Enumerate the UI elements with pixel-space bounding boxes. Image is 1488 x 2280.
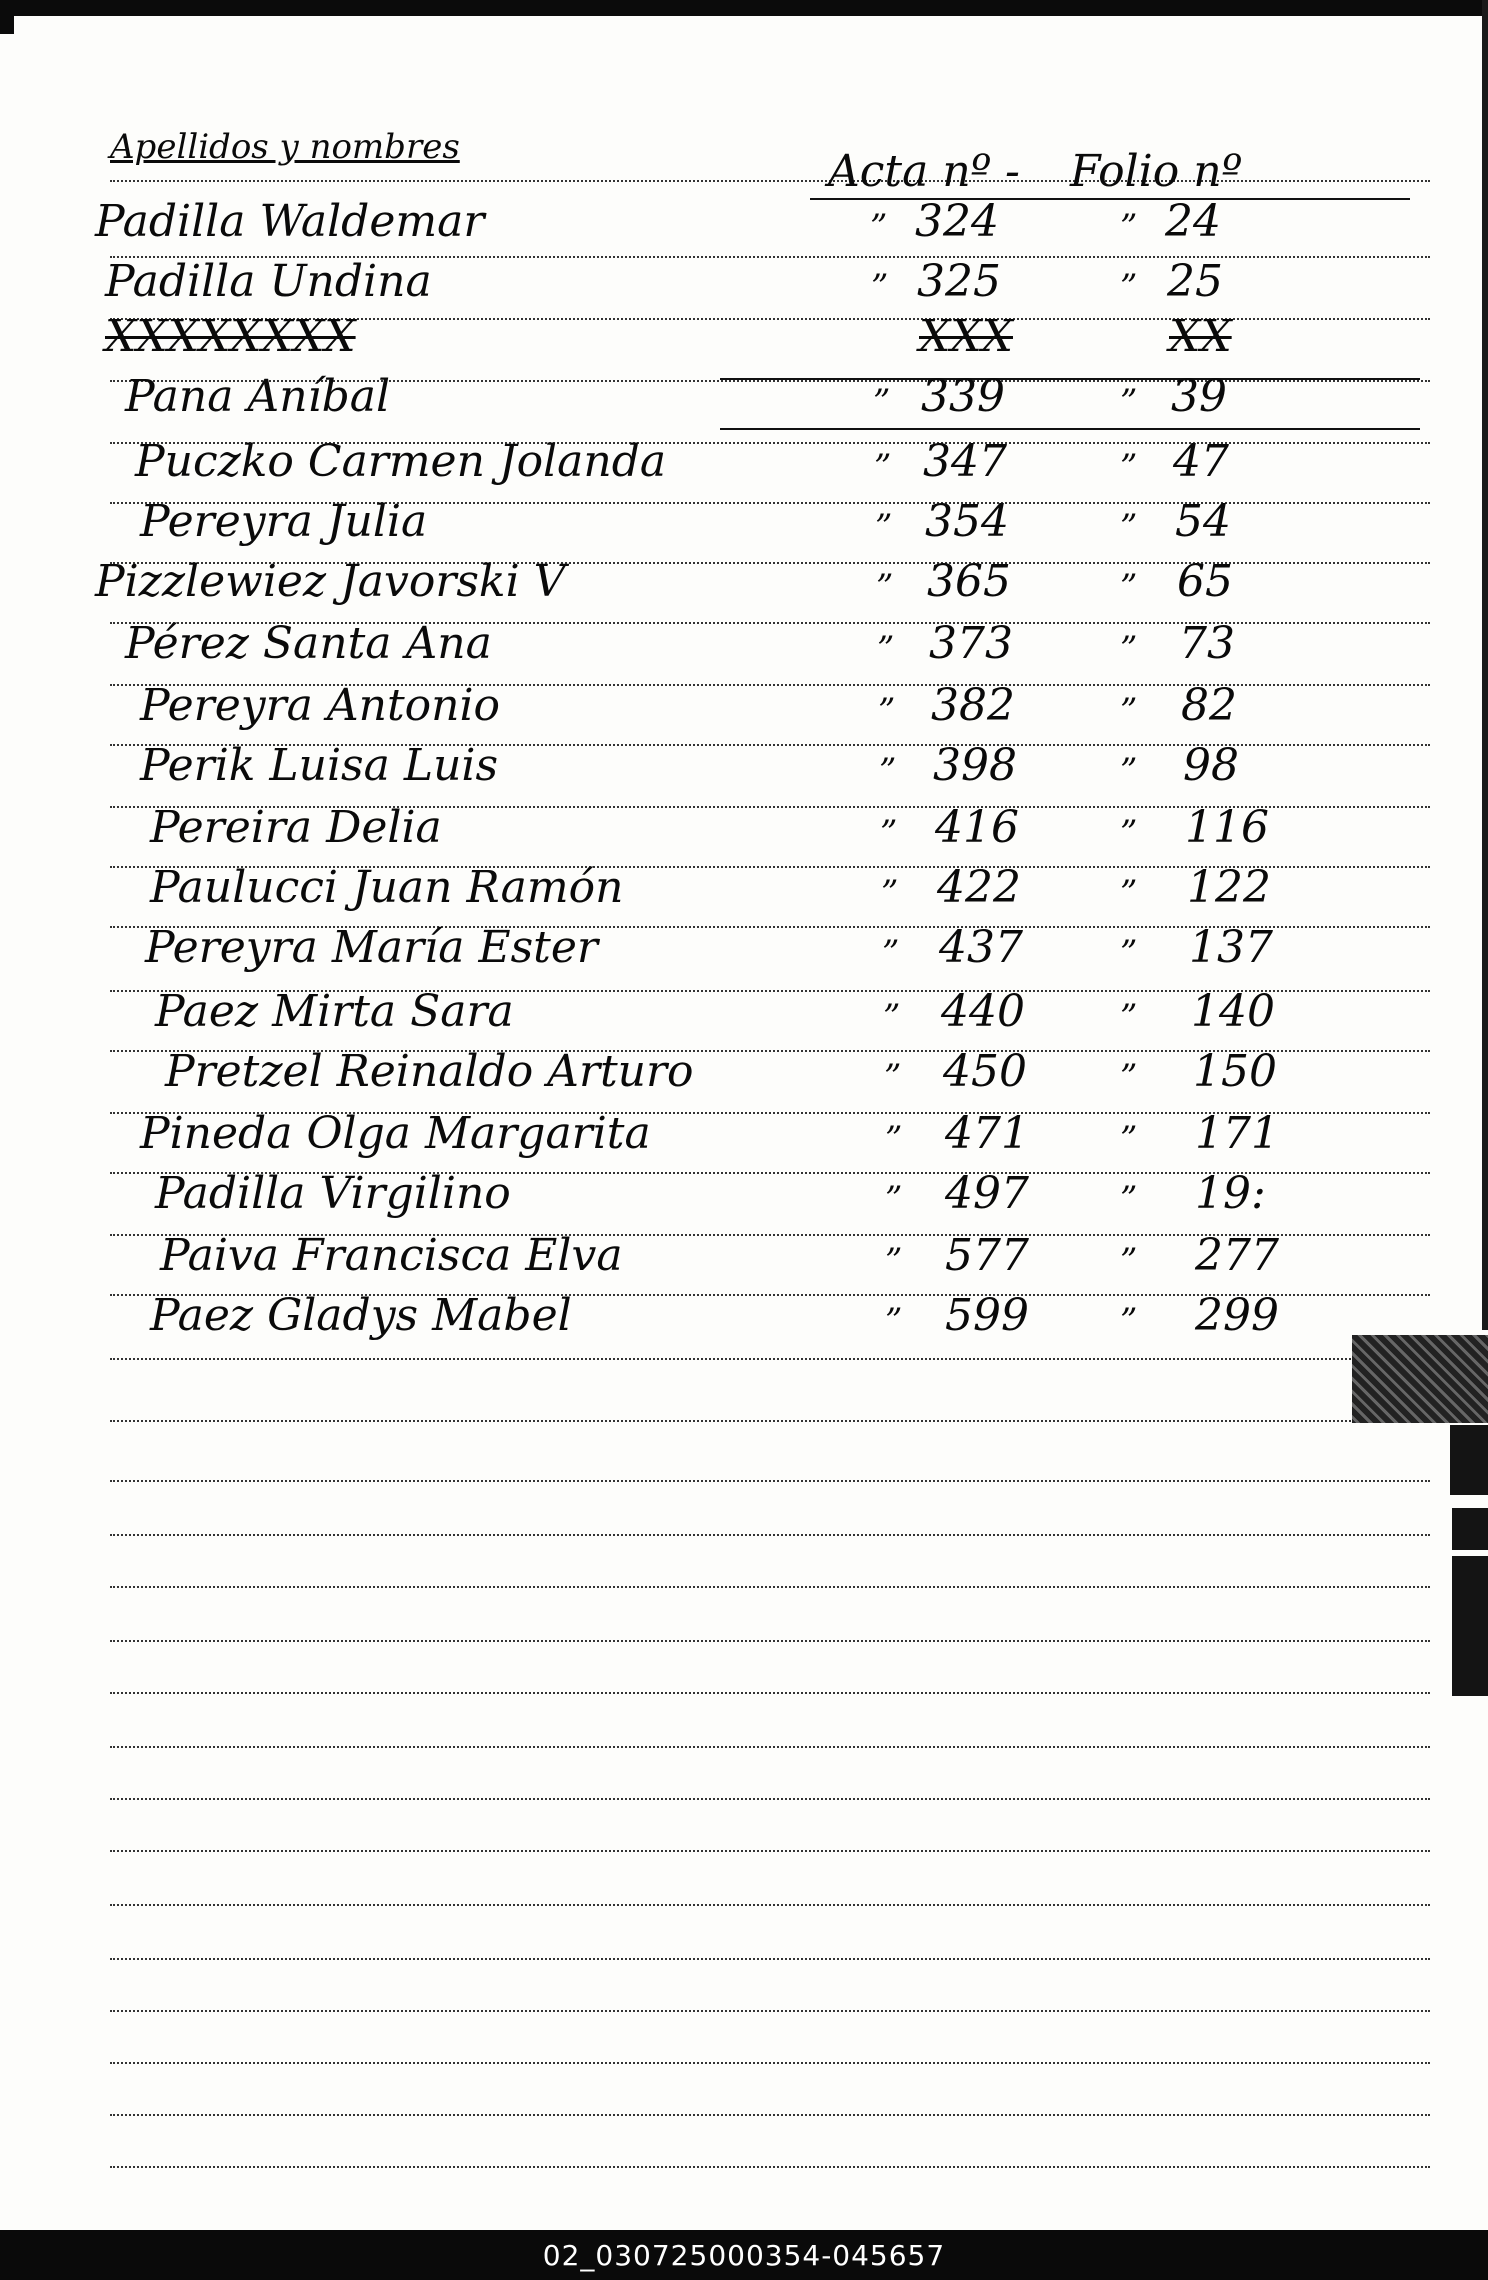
entry-acta-number: 373 [929,618,1013,669]
ditto-mark: ” [1120,507,1138,547]
scan-smudge [1450,1425,1488,1495]
entry-name: Padilla Virgilino [155,1168,511,1219]
entry-acta-number: 398 [933,740,1017,791]
entry-name: Paiva Francisca Elva [160,1230,623,1281]
ruled-line [110,1640,1430,1642]
ditto-mark: ” [1120,997,1138,1037]
ditto-mark: ” [1120,933,1138,973]
entry-name: Pizzlewiez Javorski V [95,556,566,607]
entry-acta-number: 416 [935,802,1019,853]
entry-acta-number: 422 [937,862,1021,913]
entry-acta-number: 577 [945,1230,1029,1281]
names-column-header: Apellidos y nombres [110,127,460,167]
ditto-mark: ” [873,382,891,422]
ditto-mark: ” [884,1057,902,1097]
ditto-mark: ” [882,933,900,973]
entry-folio-number: 122 [1187,862,1271,913]
header-separator: - [1005,146,1020,197]
ditto-mark: ” [1120,1179,1138,1219]
ditto-mark: ” [1120,873,1138,913]
entry-acta-number: 471 [945,1108,1029,1159]
ruled-line [110,1586,1430,1588]
ditto-mark: ” [870,207,888,247]
scan-smudge [1352,1335,1488,1423]
entry-name: Perik Luisa Luis [140,740,499,791]
struck-row-underline-2 [720,428,1420,430]
scan-right-edge [1482,0,1488,1330]
ditto-mark: ” [885,1241,903,1281]
struck-row-underline [720,378,1420,380]
entry-acta-number: 347 [923,436,1007,487]
ditto-mark: ” [885,1179,903,1219]
entry-folio-number: 54 [1175,496,1231,547]
folio-column-header: Folio nº [1070,146,1243,197]
entry-acta-number: 365 [927,556,1011,607]
entry-folio-number: 299 [1195,1290,1279,1341]
entry-name: Pineda Olga Margarita [140,1108,651,1159]
entry-folio-number: 277 [1195,1230,1279,1281]
entry-folio-number: XX [1169,311,1232,362]
entry-name: XXXXXXXX [105,311,356,362]
entry-name: Pretzel Reinaldo Arturo [165,1046,694,1097]
entry-folio-number: 82 [1181,680,1237,731]
ditto-mark: ” [885,1301,903,1341]
entry-folio-number: 171 [1195,1108,1279,1159]
acta-column-header: Acta nº [828,146,992,197]
ditto-mark: ” [874,447,892,487]
entry-acta-number: 450 [943,1046,1027,1097]
ditto-mark: ” [1120,629,1138,669]
entry-acta-number: 437 [939,922,1023,973]
entry-folio-number: 116 [1185,802,1269,853]
ditto-mark: ” [1120,691,1138,731]
ditto-mark: ” [1120,567,1138,607]
entry-acta-number: 354 [925,496,1009,547]
entry-name: Paulucci Juan Ramón [150,862,624,913]
entry-folio-number: 65 [1177,556,1233,607]
ditto-mark: ” [1120,813,1138,853]
entry-folio-number: 25 [1167,256,1223,307]
entry-name: Pereyra Julia [140,496,428,547]
ruled-line [110,1850,1430,1852]
entry-folio-number: 98 [1183,740,1239,791]
ruled-line [110,2114,1430,2116]
ditto-mark: ” [1120,1057,1138,1097]
ruled-line [110,2062,1430,2064]
document-id: 02_030725000354-045657 [542,2238,946,2272]
header-underline [810,198,1410,200]
ditto-mark: ” [871,267,889,307]
ditto-mark: ” [877,629,895,669]
entry-name: Paez Gladys Mabel [150,1290,572,1341]
entry-folio-number: 19: [1195,1168,1266,1219]
ditto-mark: ” [1120,207,1138,247]
entry-name: Pereyra María Ester [145,922,598,973]
scan-smudge [1452,1508,1488,1550]
ditto-mark: ” [1120,382,1138,422]
entry-acta-number: 599 [945,1290,1029,1341]
entry-name: Pana Aníbal [125,371,391,422]
ditto-mark: ” [885,1119,903,1159]
entry-name: Pérez Santa Ana [125,618,492,669]
entry-folio-number: 150 [1193,1046,1277,1097]
entry-acta-number: 325 [917,256,1001,307]
entry-folio-number: 47 [1173,436,1229,487]
scan-top-edge [0,0,1488,16]
ditto-mark: ” [881,873,899,913]
ruled-line [110,1420,1430,1422]
entry-name: Pereyra Antonio [140,680,501,731]
ditto-mark: ” [876,567,894,607]
ruled-line [110,1746,1430,1748]
entry-acta-number: XXX [919,311,1013,362]
scan-top-corner [0,0,14,34]
ditto-mark: ” [1120,447,1138,487]
entry-folio-number: 140 [1191,986,1275,1037]
entry-acta-number: 497 [945,1168,1029,1219]
ditto-mark: ” [1120,1301,1138,1341]
ditto-mark: ” [875,507,893,547]
ditto-mark: ” [883,997,901,1037]
ruled-line [110,1534,1430,1536]
entry-name: Pereira Delia [150,802,442,853]
ditto-mark: ” [878,691,896,731]
document-id-bar [0,2230,1488,2280]
ditto-mark: ” [1120,267,1138,307]
entry-acta-number: 339 [921,371,1005,422]
entry-folio-number: 137 [1189,922,1273,973]
entry-name: Puczko Carmen Jolanda [135,436,667,487]
ruled-line [110,2010,1430,2012]
ditto-mark: ” [880,813,898,853]
ruled-line [110,2166,1430,2168]
ditto-mark: ” [1120,1241,1138,1281]
ruled-line [110,1692,1430,1694]
ruled-line [110,1904,1430,1906]
entry-name: Padilla Undina [105,256,432,307]
ruled-line [110,1358,1430,1360]
ruled-line [110,1958,1430,1960]
ditto-mark: ” [879,751,897,791]
entry-folio-number: 73 [1179,618,1235,669]
entry-acta-number: 440 [941,986,1025,1037]
entry-name: Paez Mirta Sara [155,986,514,1037]
ruled-line [110,1480,1430,1482]
entry-acta-number: 382 [931,680,1015,731]
ruled-line [110,1798,1430,1800]
entry-name: Padilla Waldemar [95,196,485,247]
entry-folio-number: 39 [1171,371,1227,422]
scan-smudge [1452,1556,1488,1696]
entry-acta-number: 324 [915,196,999,247]
entry-folio-number: 24 [1165,196,1221,247]
ditto-mark: ” [1120,1119,1138,1159]
ditto-mark: ” [1120,751,1138,791]
